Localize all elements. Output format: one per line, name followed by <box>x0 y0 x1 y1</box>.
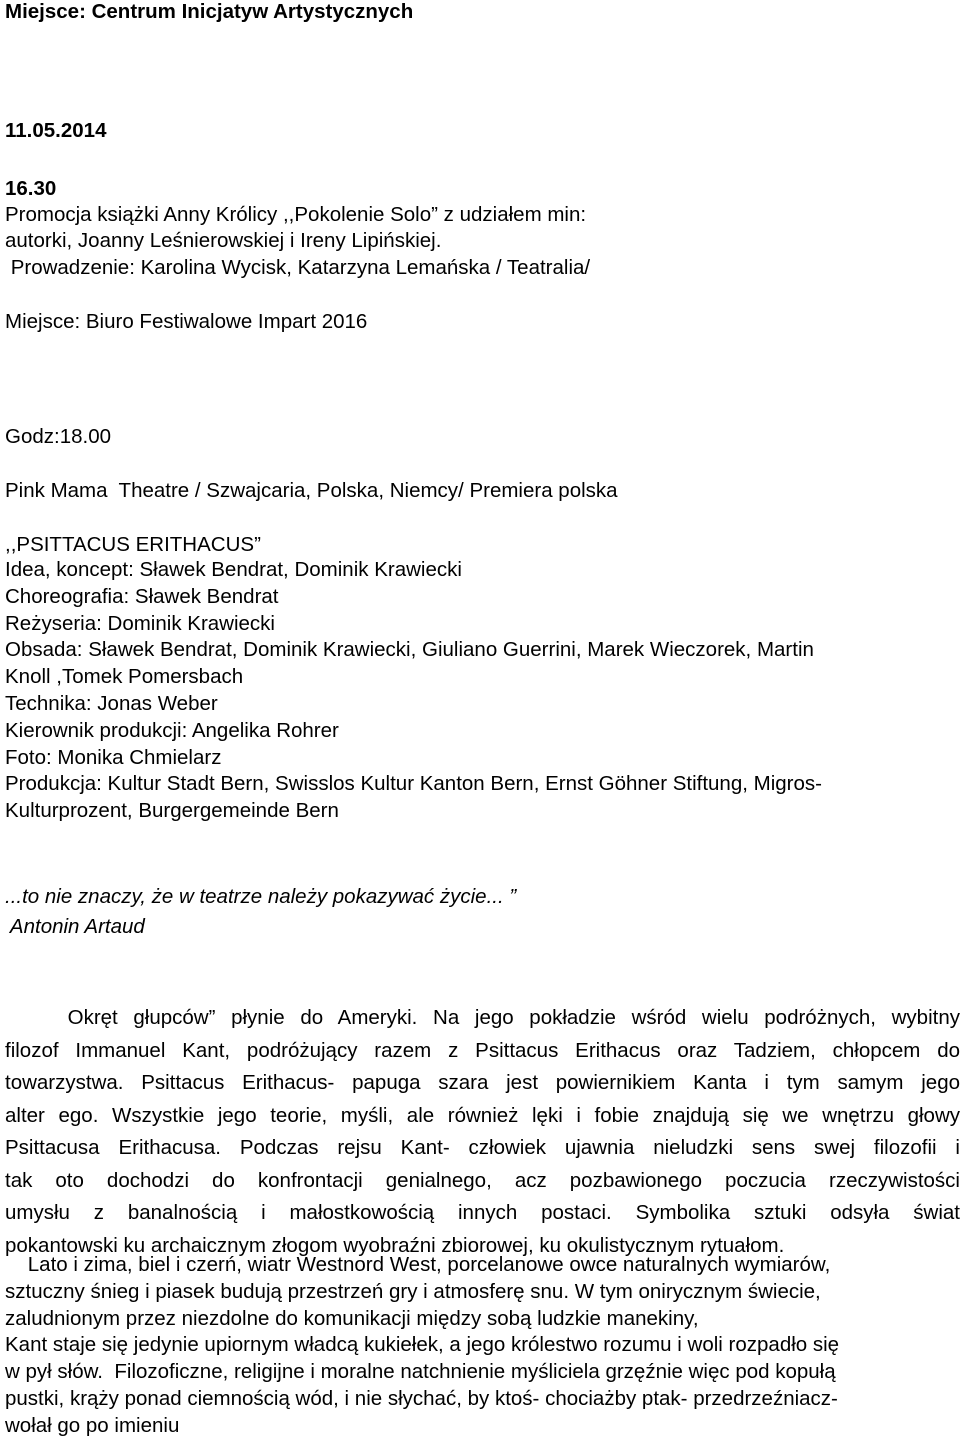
show-title: ,,PSITTACUS ERITHACUS” <box>5 533 261 556</box>
paragraph-line: filozof Immanuel Kant, podróżujący razem z Psittacus Erithacus oraz Tadziem, chłopcem do <box>5 1038 960 1062</box>
credit-line: Knoll ,Tomek Pomersbach <box>5 665 244 689</box>
paragraph-line: pustki, krąży ponad ciemnością wód, i nie słychać, by ktoś- chociażby ptak- przedrzeźniacz- <box>5 1386 838 1410</box>
paragraph-line: Kant staje się jedynie upiornym władcą kukiełek, a jego królestwo rozumu i woli rozpadło się <box>5 1333 840 1357</box>
paragraph-line: sztuczny śnieg i piasek budują przestrzeń gry i atmosferę snu. W tym onirycznym świecie, <box>5 1279 821 1303</box>
venue-heading-2: Miejsce: Biuro Festiwalowe Impart 2016 <box>5 310 368 333</box>
credit-line: Kulturprozent, Burgergemeinde Bern <box>5 799 339 823</box>
credit-line: Reżyseria: Dominik Krawiecki <box>5 611 275 635</box>
credits-list <box>5 557 960 825</box>
paragraph-line: Lato i zima, biel i czerń, wiatr Westnord West, porcelanowe owce naturalnych wymiarów, <box>5 1253 831 1276</box>
description-paragraph-2 <box>5 1252 960 1440</box>
credit-line: Technika: Jonas Weber <box>5 691 218 715</box>
promo-line-1: Promocja książki Anny Królicy ,,Pokolenie Solo” z udziałem min: <box>5 203 587 226</box>
venue-heading-1: Miejsce: Centrum Inicjatyw Artystycznych <box>5 0 414 23</box>
event-time-1: 16.30 <box>5 177 57 200</box>
company-line: Pink Mama Theatre / Szwajcaria, Polska, Niemcy/ Premiera polska <box>5 479 618 502</box>
promo-line-3: Prowadzenie: Karolina Wycisk, Katarzyna Lemańska / Teatralia/ <box>5 256 591 279</box>
paragraph-line: alter ego. Wszystkie jego teorie, myśli, ale również lęki i fobie znajdują się we wnętrzu głowy <box>5 1103 960 1127</box>
paragraph-line: tak oto dochodzi do konfrontacji genialnego, acz pozbawionego poczucia rzeczywistości <box>5 1168 960 1192</box>
paragraph-line: pokantowski ku archaicznym złogom wyobraźni zbiorowej, ku okulistycznym rytuałom. <box>5 1233 785 1257</box>
paragraph-line: towarzystwa. Psittacus Erithacus- papuga szara jest powiernikiem Kanta i tym samym jego <box>5 1071 960 1094</box>
credit-line: Choreografia: Sławek Bendrat <box>5 584 279 608</box>
event-date: 11.05.2014 <box>5 119 107 142</box>
credit-line: Idea, koncept: Sławek Bendrat, Dominik Krawiecki <box>5 558 462 581</box>
credit-line: Obsada: Sławek Bendrat, Dominik Krawiecki, Giuliano Guerrini, Marek Wieczorek, Martin <box>5 638 814 662</box>
promo-line-2: autorki, Joanny Leśnierowskiej i Ireny Lipińskiej. <box>5 229 442 252</box>
quote-text: ...to nie znaczy, że w teatrze należy pokazywać życie... ” <box>5 885 517 908</box>
description-paragraph-1 <box>5 1002 960 1257</box>
paragraph-line: zaludnionym przez niezdolne do komunikacji między sobą ludzkie manekiny, <box>5 1306 699 1330</box>
credit-line: Produkcja: Kultur Stadt Bern, Swisslos Kultur Kanton Bern, Ernst Göhner Stiftung, Migros- <box>5 772 822 796</box>
credit-line: Foto: Monika Chmielarz <box>5 745 222 769</box>
quote-author: Antonin Artaud <box>5 915 145 938</box>
paragraph-line: Psittacusa Erithacusa. Podczas rejsu Kant- człowiek ujawnia nieludzki sens swej filozofii i <box>5 1136 960 1159</box>
paragraph-line: Okręt głupców” płynie do Ameryki. Na jego pokładzie wśród wielu podróżnych, wybitny <box>5 1006 960 1029</box>
credit-line: Kierownik produkcji: Angelika Rohrer <box>5 718 339 742</box>
paragraph-line: wołał go po imieniu <box>5 1413 180 1437</box>
paragraph-line: umysłu z banalnością i małostkowością innych postaci. Symbolika sztuki odsyła świat <box>5 1201 960 1224</box>
event-time-2: Godz:18.00 <box>5 425 111 448</box>
paragraph-line: w pył słów. Filozoficzne, religijne i moralne natchnienie myśliciela grzęźnie więc pod kopułą <box>5 1360 836 1384</box>
